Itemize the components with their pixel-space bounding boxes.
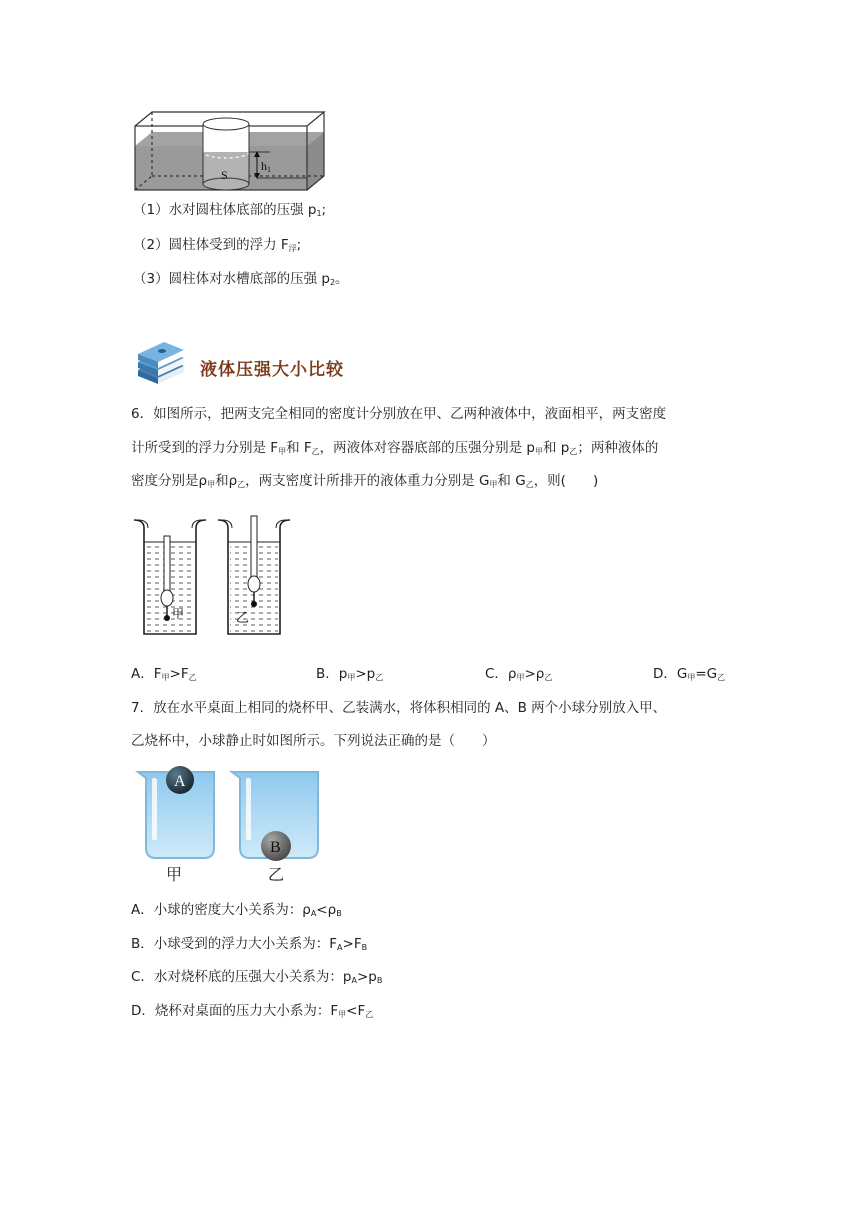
tank-label-h: h — [261, 159, 267, 173]
tank-cylinder-figure — [130, 106, 330, 194]
book-stack-icon — [132, 340, 188, 386]
q6-option-b[interactable]: B．p甲>p乙 — [316, 666, 384, 682]
q7-line-1: 7．放在水平桌面上相同的烧杯甲、乙装满水，将体积相同的 A、B 两个小球分别放入甲、 — [131, 700, 667, 716]
sub-question-3: （3）圆柱体对水槽底部的压强 p2。 — [133, 271, 349, 287]
tank-label-h-sub: 1 — [267, 165, 271, 174]
q6-option-c[interactable]: C．ρ甲>ρ乙 — [485, 666, 553, 682]
q7-option-a[interactable]: A．小球的密度大小关系为：ρA<ρB — [131, 902, 342, 918]
tank-label-s: S — [221, 168, 228, 182]
ball-b-label: B — [270, 839, 281, 856]
q6-line-3: 密度分别是ρ甲和ρ乙，两支密度计所排开的液体重力分别是 G甲和 G乙，则( ) — [131, 473, 599, 489]
q7-option-d[interactable]: D．烧杯对桌面的压力大小系为：F甲<F乙 — [131, 1003, 374, 1019]
sub-question-2: （2）圆柱体受到的浮力 F浮; — [133, 237, 302, 253]
q7-option-b[interactable]: B．小球受到的浮力大小关系为：FA>FB — [131, 936, 368, 952]
q7-option-c[interactable]: C．水对烧杯底的压强大小关系为：pA>pB — [131, 969, 383, 985]
ball-a-label: A — [174, 773, 186, 790]
hydrometer-figure — [130, 514, 290, 640]
sub-question-1: （1）水对圆柱体底部的压强 p1; — [133, 202, 327, 218]
q6-option-a[interactable]: A．F甲>F乙 — [131, 666, 197, 682]
q6-option-d[interactable]: D．G甲=G乙 — [653, 666, 726, 682]
q6-line-2: 计所受到的浮力分别是 F甲和 F乙，两液体对容器底部的压强分别是 p甲和 p乙；两种液体的 — [131, 440, 659, 456]
q6-line-1: 6．如图所示，把两支完全相同的密度计分别放在甲、乙两种液体中，液面相平，两支密度 — [131, 406, 667, 422]
beaker-label-jia: 甲 — [172, 607, 185, 621]
beaker-ball-figure — [132, 762, 328, 886]
beaker-label-jia-2: 甲 — [166, 865, 183, 884]
section-heading: 液体压强大小比较 — [200, 360, 344, 380]
beaker-label-yi-2: 乙 — [268, 865, 285, 884]
q7-line-2: 乙烧杯中，小球静止时如图所示。下列说法正确的是（ ） — [131, 733, 496, 749]
beaker-label-yi: 乙 — [236, 611, 250, 626]
